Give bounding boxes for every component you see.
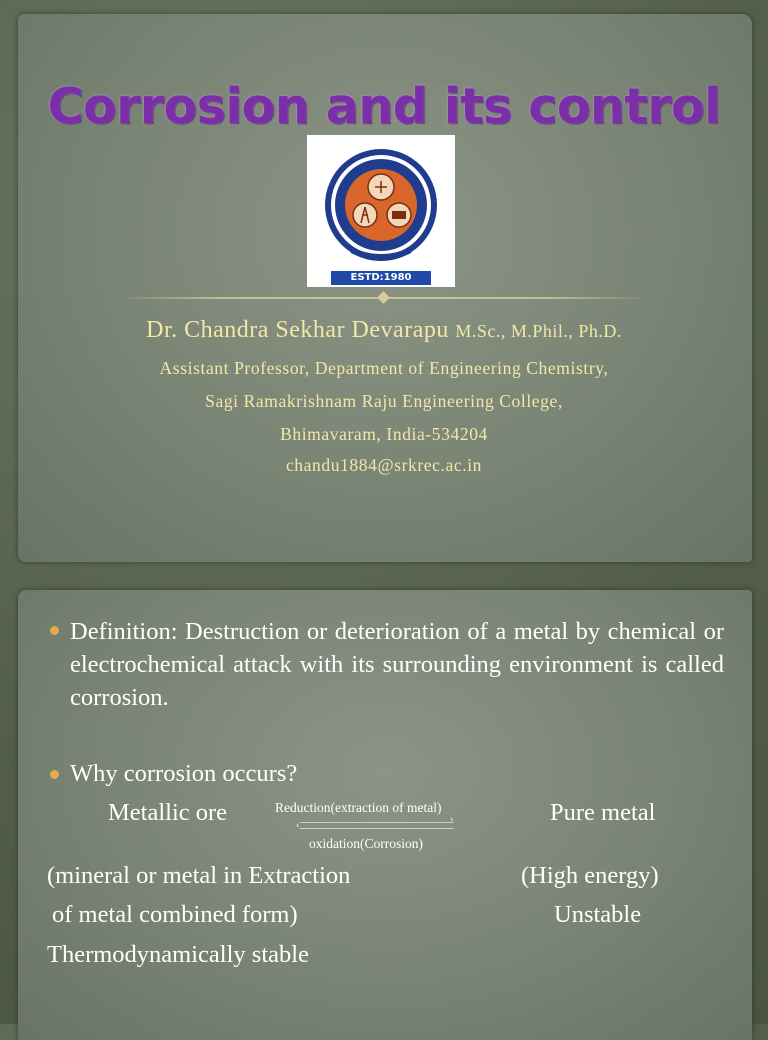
pure-metal-label: Pure metal	[550, 799, 656, 826]
reduction-label: Reduction(extraction of metal)	[275, 800, 442, 815]
author-email[interactable]: chandu1884@srkrec.ac.in	[285, 455, 483, 475]
author-name-line	[0, 317, 768, 344]
arrow-left-head-icon: ‹	[296, 820, 300, 831]
metal-description-2: Unstable	[554, 901, 642, 928]
reaction-arrow-top	[300, 822, 454, 823]
logo-estd-label: ESTD:1980	[350, 272, 412, 283]
author-degrees: M.Sc., M.Phil., Ph.D.	[455, 321, 622, 341]
metallic-ore-label: Metallic ore	[108, 799, 228, 826]
ore-description-2: of metal combined form)	[52, 901, 298, 928]
arrow-right-head-icon: ›	[450, 814, 454, 825]
author-position: Assistant Professor, Department of Engineering Chemistry,	[159, 358, 609, 378]
author-name: Dr. Chandra Sekhar Devarapu	[146, 317, 449, 343]
author-college: Sagi Ramakrishnam Raju Engineering College,	[205, 391, 563, 411]
oxidation-label: oxidation(Corrosion)	[309, 836, 423, 851]
bullet-icon	[50, 626, 59, 635]
college-seal-icon	[307, 135, 455, 287]
definition-text: Definition: Destruction or deterioration of a metal by chemical or electrochemical attack with its surrounding environment is called corrosion.	[70, 618, 724, 711]
reaction-arrow-bottom	[300, 828, 454, 829]
slide-title: Corrosion and its control	[47, 78, 721, 135]
bullet-icon	[50, 770, 59, 779]
author-location: Bhimavaram, India-534204	[280, 424, 488, 444]
ore-description-3: Thermodynamically stable	[47, 941, 309, 968]
ore-description-1: (mineral or metal in Extraction	[47, 862, 351, 889]
college-logo	[307, 135, 455, 287]
metal-description-1: (High energy)	[521, 862, 659, 889]
why-question: Why corrosion occurs?	[70, 760, 298, 787]
